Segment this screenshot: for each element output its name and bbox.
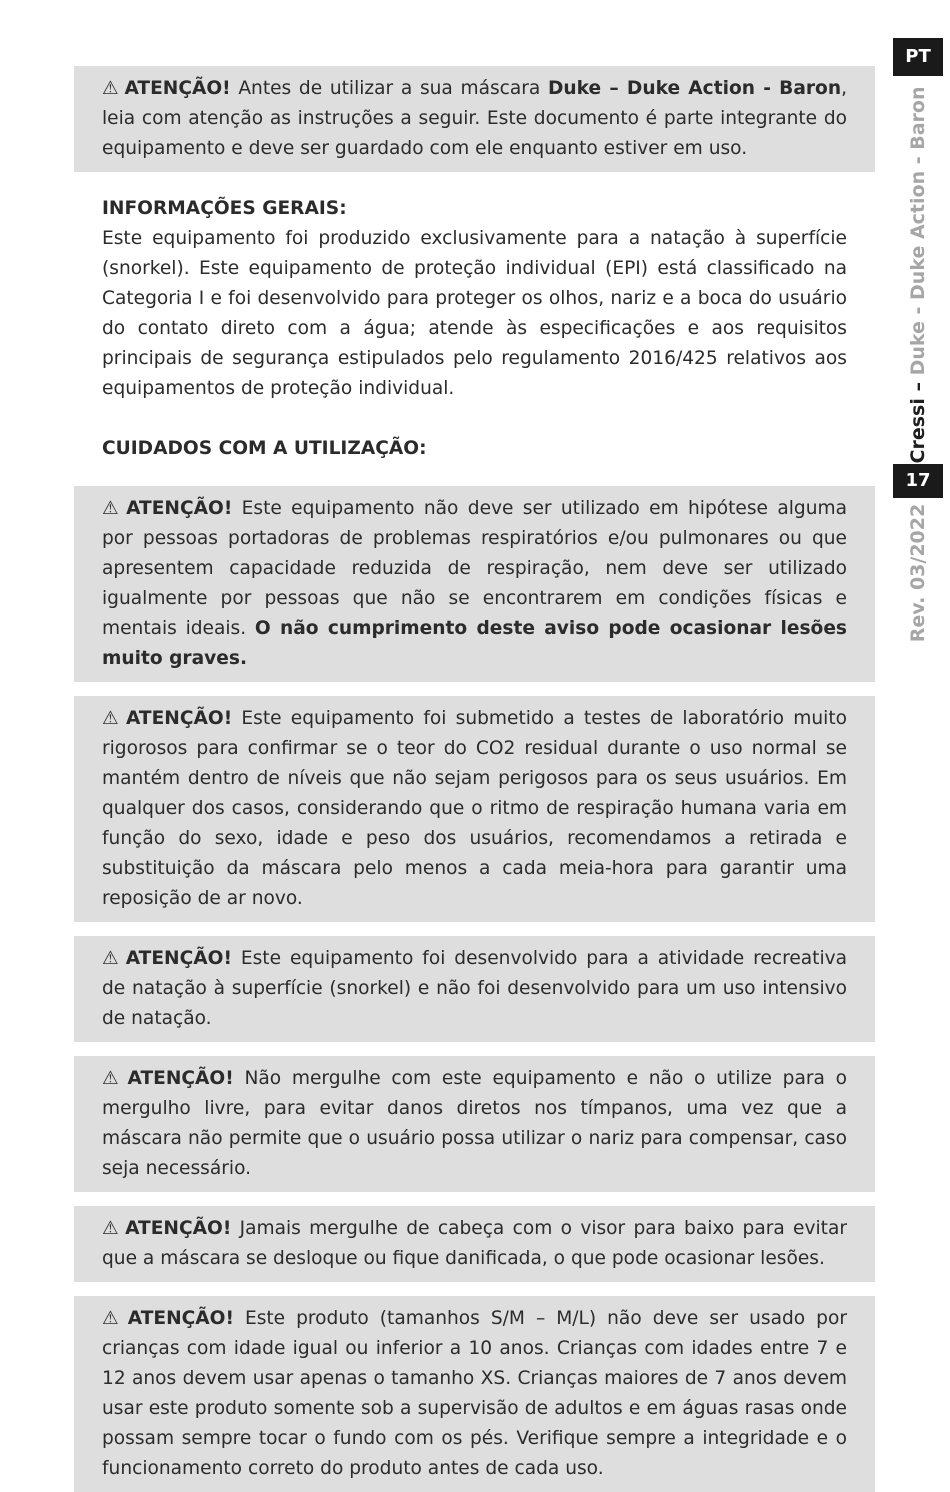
manual-page-content [74,66,875,1492]
care-section [74,426,875,472]
warning-box [74,1296,875,1492]
warning-triangle-icon: ⚠ [102,498,123,519]
general-info-text: Este equipamento foi produzido exclusivamente para a natação à superfície (snorkel). Este equipamento de proteção individual (EPI) está classificado na Categoria I e foi desenvolvido para proteger os olhos, nariz e a boca do usuário do contato direto com a água; atende às especificações e aos requisitos principais de segurança estipulados pelo regulamento 2016/425 relativos aos equipamentos de proteção individual. [102,228,847,399]
brand-name: Cressi [907,398,929,464]
warning-box [74,936,875,1042]
warning-box [74,486,875,682]
warning-label: ATENÇÃO! [125,1218,232,1239]
model-name: Duke - Duke Action - Baron [907,86,929,376]
warning-triangle-icon: ⚠ [102,1308,124,1329]
warning-label: ATENÇÃO! [125,708,233,729]
warning-triangle-icon: ⚠ [102,1068,124,1089]
product-name: Duke – Duke Action - Baron [548,78,842,99]
warning-label: ATENÇÃO! [125,948,232,969]
warning-label: ATENÇÃO! [127,1308,234,1329]
intro-text-b: , leia com atenção as instruções a seguir. Este documento é parte integrante do equipamento e deve ser guardado com ele enquanto estiver em uso. [102,78,847,159]
sidebar-title [907,87,929,464]
warning-bold-text: O não cumprimento deste aviso pode ocasionar lesões muito graves. [102,618,847,669]
warning-text: Este equipamento não deve ser utilizado em hipótese alguma por pessoas portadoras de problemas respiratórios e/ou pulmonares ou que apresentem capacidade reduzida de respiração, nem deve ser utilizado igualmente por pessoas que não se encontrarem em condições físicas e mentais ideais. [102,498,847,639]
warning-text: Este produto (tamanhos S/M – M/L) não deve ser usado por crianças com idade igual ou inferior a 10 anos. Crianças com idades entre 7 e 12 anos devem usar apenas o tamanho XS. Crianças maiores de 7 anos devem usar este produto somente sob a supervisão de adultos e em águas rasas onde possam sempre tocar o fundo com os pés. Verifique sempre a integridade e o funcionamento correto do produto antes de cada uso. [102,1308,847,1479]
warning-box [74,1206,875,1282]
general-info-heading: INFORMAÇÕES GERAIS: [102,198,347,219]
warning-box [74,1056,875,1192]
page-number: 17 [893,464,943,498]
warning-text: Não mergulhe com este equipamento e não o utilize para o mergulho livre, para evitar danos diretos nos tímpanos, uma vez que a máscara não permite que o usuário possa utilizar o nariz para compensar, caso seja necessário. [102,1068,847,1179]
warning-box [74,696,875,922]
care-heading: CUIDADOS COM A UTILIZAÇÃO: [102,438,427,459]
warning-triangle-icon: ⚠ [102,948,122,969]
language-tab: PT [893,38,943,76]
title-separator: – [907,375,929,399]
warning-text: Este equipamento foi desenvolvido para a atividade recreativa de natação à superfície (snorkel) e não foi desenvolvido para um uso intensivo de natação. [102,948,848,1029]
warning-triangle-icon: ⚠ [102,1218,122,1239]
general-info-section [74,186,875,412]
warning-text: Jamais mergulhe de cabeça com o visor para baixo para evitar que a máscara se desloque ou fique danificada, o que pode ocasionar lesões. [102,1218,847,1269]
warning-triangle-icon: ⚠ [102,708,122,729]
warning-text: Este equipamento foi submetido a testes de laboratório muito rigorosos para confirmar se o teor do CO2 residual durante o uso normal se mantém dentro de níveis que não sejam perigosos para os seus usuários. Em qualquer dos casos, considerando que o ritmo de respiração humana varia em função do sexo, idade e peso dos usuários, recomendamos a retirada e substituição da máscara pelo menos a cada meia-hora para garantir uma reposição de ar novo. [102,708,847,909]
intro-warning-box [74,66,875,172]
intro-text-a: Antes de utilizar a sua máscara [230,78,548,99]
warning-triangle-icon: ⚠ [102,78,121,99]
revision-label: Rev. 03/2022 [907,503,929,643]
warning-label: ATENÇÃO! [124,78,231,99]
warning-label: ATENÇÃO! [127,1068,234,1089]
warning-label: ATENÇÃO! [126,498,233,519]
